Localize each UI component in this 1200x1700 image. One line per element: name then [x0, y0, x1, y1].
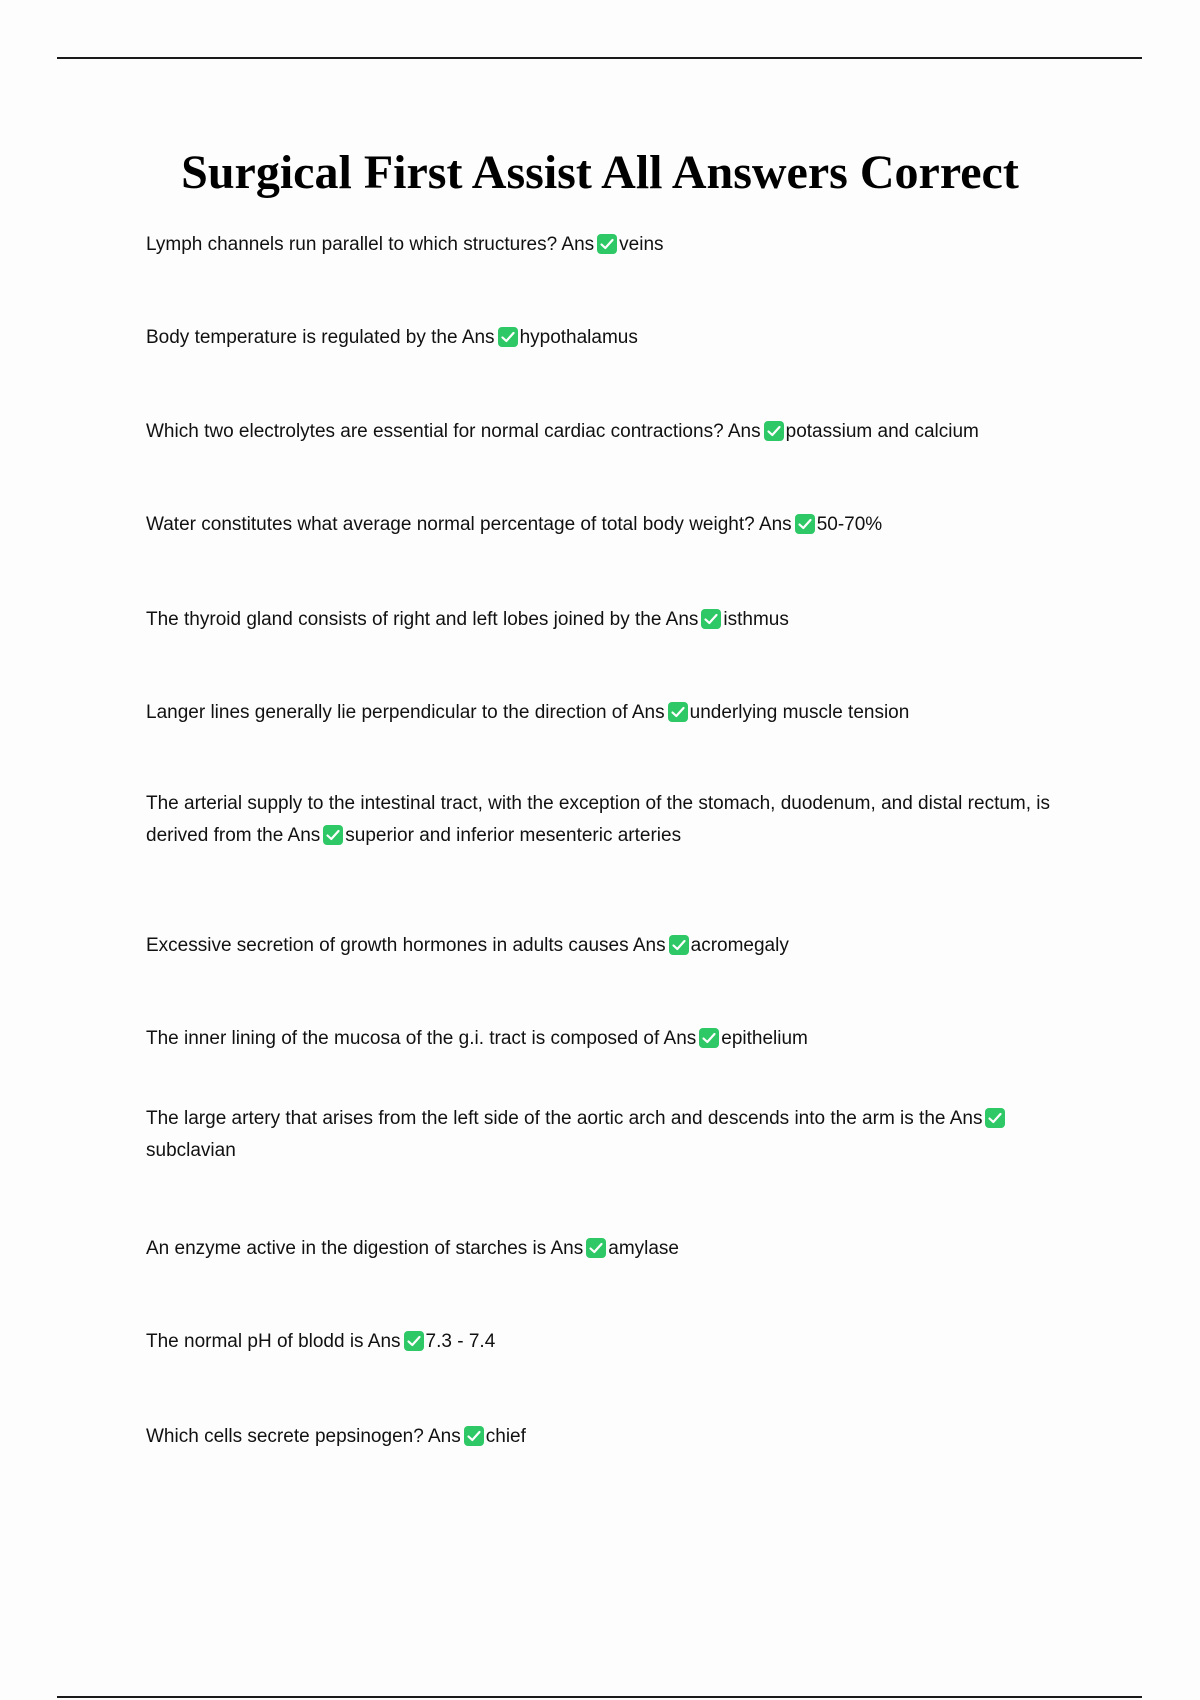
checkmark-icon	[323, 825, 343, 845]
answer-marker: Ans	[367, 1331, 401, 1352]
answer-text: potassium and calcium	[785, 421, 979, 442]
question-text: The large artery that arises from the left side of the aortic arch and descends into the arm is the	[146, 1108, 946, 1129]
question-text: Langer lines generally lie perpendicular to the direction of	[146, 702, 628, 723]
qa-item	[146, 229, 1056, 261]
checkmark-icon	[985, 1108, 1005, 1128]
document-title: Surgical First Assist All Answers Correct	[181, 146, 1019, 199]
answer-text: superior and inferior mesenteric arteries	[345, 825, 682, 846]
answer-marker: Ans	[550, 1238, 584, 1259]
question-text: The arterial supply to the intestinal tract, with the exception of the stomach, duodenum, and distal rectum, is derived from the	[146, 793, 1051, 846]
question-text: The thyroid gland consists of right and left lobes joined by the	[146, 609, 662, 630]
checkmark-icon	[498, 327, 518, 347]
answer-marker: Ans	[287, 825, 321, 846]
answer-text: veins	[619, 234, 664, 255]
answer-marker: Ans	[461, 327, 495, 348]
checkmark-icon	[668, 702, 688, 722]
qa-item	[146, 322, 1056, 354]
answer-marker: Ans	[428, 1426, 461, 1447]
checkmark-icon	[669, 935, 689, 955]
answer-text: chief	[485, 1426, 526, 1447]
answer-marker: Ans	[632, 935, 666, 956]
answer-marker: Ans	[665, 609, 699, 630]
qa-item	[146, 416, 1056, 448]
answer-marker: Ans	[949, 1108, 983, 1129]
answer-marker: Ans	[727, 421, 761, 442]
answer-marker: Ans	[663, 1028, 697, 1049]
bottom-rule	[57, 1696, 1142, 1698]
question-text: The inner lining of the mucosa of the g.i. tract is composed of	[146, 1028, 660, 1049]
answer-text: hypothalamus	[519, 327, 638, 348]
checkmark-icon	[597, 234, 617, 254]
question-text: Lymph channels run parallel to which structures?	[146, 234, 558, 255]
qa-item	[146, 1103, 1056, 1167]
answer-text: 7.3 - 7.4	[425, 1331, 496, 1352]
question-text: Water constitutes what average normal percentage of total body weight?	[146, 514, 755, 535]
qa-item	[146, 604, 1056, 636]
answer-marker: Ans	[561, 234, 595, 255]
checkmark-icon	[464, 1426, 484, 1446]
question-text: An enzyme active in the digestion of starches is	[146, 1238, 547, 1259]
question-text: Body temperature is regulated by the	[146, 327, 458, 348]
checkmark-icon	[404, 1331, 424, 1351]
answer-text: subclavian	[146, 1140, 236, 1161]
qa-item	[146, 509, 1056, 541]
checkmark-icon	[701, 609, 721, 629]
qa-item	[146, 1233, 1056, 1265]
qa-item	[146, 1326, 1056, 1358]
checkmark-icon	[795, 514, 815, 534]
qa-item	[146, 788, 1056, 852]
qa-item	[146, 697, 1056, 729]
question-text: Which two electrolytes are essential for normal cardiac contractions?	[146, 421, 724, 442]
answer-text: acromegaly	[690, 935, 789, 956]
top-rule	[57, 57, 1142, 59]
qa-item	[146, 930, 1056, 962]
answer-text: underlying muscle tension	[689, 702, 910, 723]
checkmark-icon	[764, 421, 784, 441]
question-text: Which cells secrete pepsinogen?	[146, 1426, 424, 1447]
answer-text: isthmus	[723, 609, 789, 630]
qa-item	[146, 1023, 1056, 1055]
answer-text: epithelium	[721, 1028, 808, 1049]
checkmark-icon	[586, 1238, 606, 1258]
answer-text: 50-70%	[816, 514, 883, 535]
answer-marker: Ans	[631, 702, 665, 723]
question-text: Excessive secretion of growth hormones in adults causes	[146, 935, 629, 956]
answer-marker: Ans	[758, 514, 792, 535]
qa-item	[146, 1421, 1056, 1453]
checkmark-icon	[699, 1028, 719, 1048]
answer-text: amylase	[608, 1238, 679, 1259]
question-text: The normal pH of blodd is	[146, 1331, 364, 1352]
